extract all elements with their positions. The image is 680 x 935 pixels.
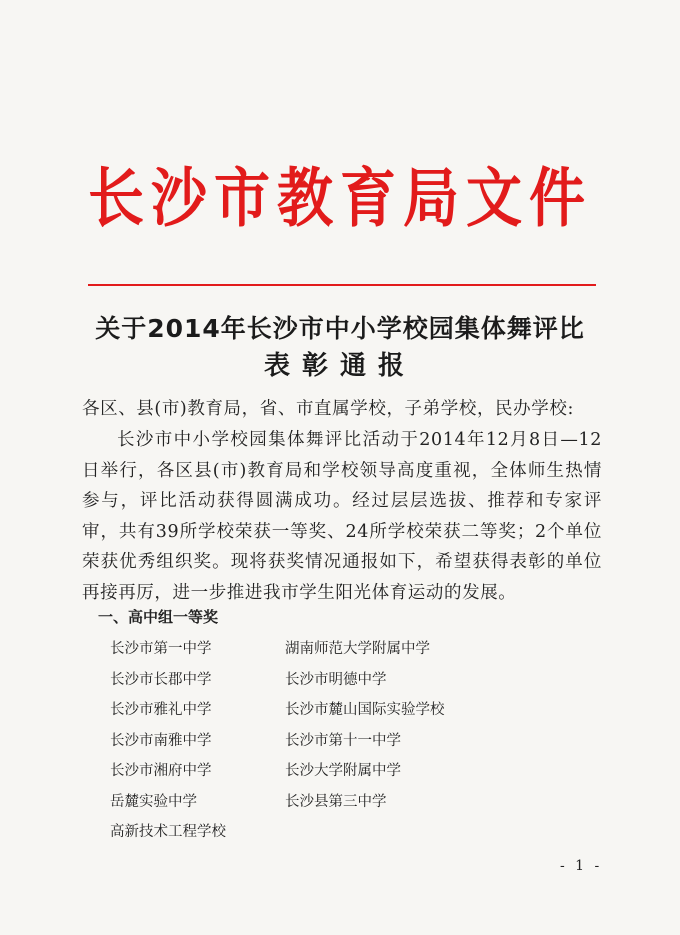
body-paragraph-block <box>82 425 602 608</box>
school-item: 长沙市长郡中学 <box>110 671 212 688</box>
red-divider <box>88 284 596 286</box>
page-number: - 1 - <box>560 858 603 874</box>
school-item: 长沙市雅礼中学 <box>110 702 212 718</box>
school-item: 长沙县第三中学 <box>285 793 387 810</box>
school-item: 岳麓实验中学 <box>110 793 197 810</box>
document-title-line2: 表彰通报 <box>263 351 416 381</box>
school-item: 长沙市麓山国际实验学校 <box>285 702 445 718</box>
school-item: 长沙市南雅中学 <box>110 732 212 749</box>
school-item: 长沙市湘府中学 <box>110 763 212 779</box>
school-item: 长沙市第一中学 <box>110 641 212 657</box>
school-item: 长沙市明德中学 <box>285 671 387 688</box>
salutation: 各区、县(市)教育局，省、市直属学校，子弟学校，民办学校: <box>82 399 574 419</box>
body-paragraph: 长沙市中小学校园集体舞评比活动于2014年12月8日—12日举行，各区县(市)教育局和学校领导高度重视，全体师生热情参与，评比活动获得圆满成功。经过层层选拔、推荐和专家评审，共有39所学校荣获一等奖、24所学校荣获二等奖；2个单位荣获优秀组织奖。现将获奖情况通报如下，希望获得表彰的单位再接再厉，进一步推进我市学生阳光体育运动的发展。 <box>82 430 602 603</box>
section-title: 一、高中组一等奖 <box>98 608 219 626</box>
document-title-line1: 关于2014年长沙市中小学校园集体舞评比 <box>95 314 585 343</box>
school-item: 长沙大学附属中学 <box>285 763 401 779</box>
school-item: 长沙市第十一中学 <box>285 732 401 749</box>
school-list <box>110 637 545 851</box>
school-item: 湖南师范大学附属中学 <box>285 641 430 657</box>
document-header: 长沙市教育局文件 <box>88 161 592 237</box>
school-item: 高新技术工程学校 <box>110 824 226 840</box>
